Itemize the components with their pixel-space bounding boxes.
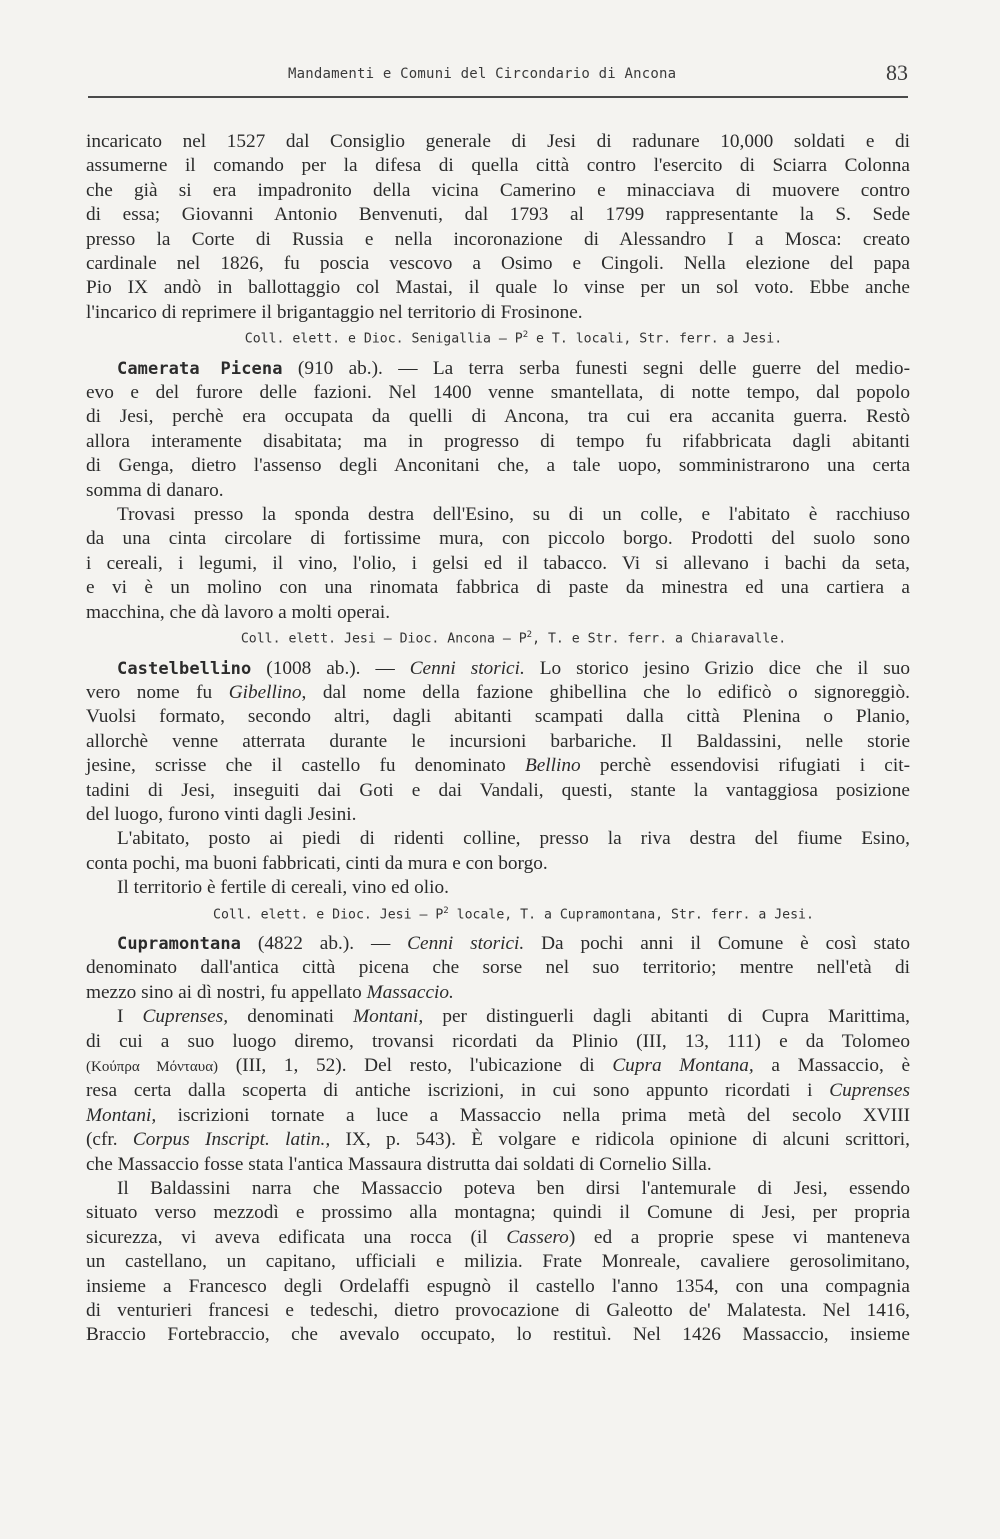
entry-body <box>86 681 910 827</box>
text-line: Il territorio è fertile di cereali, vino ed olio. <box>117 877 449 899</box>
text-line: di essa; Giovanni Antonio Benvenuti, dal 1793 al 1799 rappresentante la S. Sede <box>86 204 910 226</box>
page-body <box>86 130 911 1348</box>
text-line: resa certa dalla scoperta di antiche iscrizioni, in cui sono appunto ricordati i Cuprenses <box>86 1080 910 1102</box>
text-line: di cui a suo luogo diremo, trovansi ricordati da Plinio (III, 13, 111) e da Tolomeo <box>86 1030 910 1052</box>
page-number: 83 <box>886 60 908 85</box>
text-line: Vuolsi formato, secondo altri, dagli abitanti scampati dalla città Plenina o Planio, <box>86 706 910 728</box>
entry-body <box>86 956 910 1005</box>
entry-body <box>86 381 910 503</box>
text-line: che già si era impadronito della vicina Camerino e minacciava di muovere contro <box>86 179 910 201</box>
entry-body <box>86 1201 910 1347</box>
text-line: Trovasi presso la sponda destra dell'Esino, su di un colle, e l'abitato è racchiuso <box>117 504 910 526</box>
text-line: assumerne il comando per la difesa di quella città contro l'esercito di Sciarra Colonna <box>86 155 910 177</box>
text-line: I Cuprenses, denominati Montani, per distinguerli dagli abitanti di Cupra Marittima, <box>117 1006 910 1028</box>
text-line: da una cinta circolare di fortissime mura, con piccolo borgo. Prodotti del suolo sono <box>86 528 910 550</box>
text-line: Montani, iscrizioni tornate a luce a Massaccio nella prima metà del secolo XVIII <box>86 1104 910 1126</box>
text-line: situato verso mezzodì e prossimo alla montagna; quindi il Comune di Jesi, per propria <box>86 1202 910 1224</box>
text-line: L'abitato, posto ai piedi di ridenti colline, presso la riva destra del fiume Esino, <box>117 828 910 850</box>
entry-first-line: Camerata Picena (910 ab.). — La terra serba funesti segni delle guerre del medio- <box>117 357 910 379</box>
text-line: somma di danaro. <box>86 479 224 501</box>
admin-note: Coll. elett. Jesi — Dioc. Ancona — $P^2$, T. e Str. ferr. a Chiaravalle. <box>240 630 787 647</box>
entry-title: Castelbellino <box>117 658 252 679</box>
text-line: i cereali, i legumi, il vino, l'olio, i gelsi ed il tabacco. Vi si allevano i bachi da seta, <box>86 552 910 574</box>
text-line: (Κούπρα Μόνταυα) (III, 1, 52). Del resto, l'ubicazione di Cupra Montana, a Massaccio, è <box>86 1054 910 1076</box>
entry-body <box>86 1030 910 1177</box>
entry-body <box>86 527 910 625</box>
text-line: di Genga, dietro l'assenso degli Anconitani che, a tale uopo, somministrarono una certa <box>86 455 910 477</box>
running-head-title: Mandamenti e Comuni del Circondario di Ancona <box>288 66 677 82</box>
text-line: che Massaccio fosse stata l'antica Massaura distrutta dai soldati di Cornelio Silla. <box>86 1153 712 1175</box>
text-line: allora interamente disabitata; ma in progresso di tempo fu rifabbricata dagli abitanti <box>86 430 910 452</box>
text-line: (cfr. Corpus Inscript. latin., IX, p. 543). È volgare e ridicola opinione di alcuni scrittori, <box>86 1129 910 1151</box>
text-line: e vi è un molino con una rinomata fabbrica di paste da minestra ed una cartiera a <box>86 577 910 599</box>
entry-title: Cupramontana <box>117 933 242 954</box>
text-line: vero nome fu Gibellino, dal nome della fazione ghibellina che lo edificò o signoreggiò. <box>86 681 910 703</box>
text-line: jesine, scrisse che il castello fu denominato Bellino perchè essendovisi rifugiati i cit- <box>86 755 910 777</box>
text-line: l'incarico di reprimere il brigantaggio nel territorio di Frosinone. <box>86 301 583 323</box>
text-line: mezzo sino ai dì nostri, fu appellato Massaccio. <box>86 981 454 1003</box>
text-line: insieme a Francesco degli Ordelaffi espugnò il castello l'anno 1354, con una compagnia <box>86 1275 910 1297</box>
entry-title: Camerata Picena <box>117 358 283 379</box>
text-line: evo e del furore delle fazioni. Nel 1400 venne smantellata, di notte tempo, dal popolo <box>86 382 910 404</box>
text-line: Pio IX andò in ballottaggio col Mastai, il quale lo vinse per un sol voto. Ebbe anche <box>86 277 910 299</box>
entry-camerata-picena <box>86 357 910 647</box>
entry-body <box>86 852 910 876</box>
entry-cupramontana <box>86 932 911 1348</box>
text-line: Il Baldassini narra che Massaccio poteva ben dirsi l'antemurale di Jesi, essendo <box>117 1178 910 1200</box>
text-line: cardinale nel 1826, fu poscia vescovo a Osimo e Cingoli. Nella elezione del papa <box>86 253 910 275</box>
text-line: del luogo, furono vinti dagli Jesini. <box>86 803 357 825</box>
text-line: sicurezza, vi aveva edificata una rocca (il Cassero) ed a proprie spese vi manteneva <box>86 1226 911 1248</box>
text-line: di Jesi, perchè era occupata da quelli di Ancona, tra cui era accanita guerra. Restò <box>86 406 910 428</box>
greek-name: (Κούπρα Μόνταυα) <box>86 1058 219 1075</box>
entry-castelbellino <box>86 657 910 922</box>
text-line: incaricato nel 1527 dal Consiglio generale di Jesi di radunare 10,000 soldati e di <box>86 131 910 152</box>
text-line: un castellano, un capitano, ufficiali e milizia. Frate Monreale, cavaliere gerosolimitano, <box>86 1251 910 1273</box>
text-line: conta pochi, ma buoni fabbricati, cinti da mura e con borgo. <box>86 852 548 874</box>
text-line: allorchè venne atterrata durante le incursioni barbariche. Il Baldassini, nelle storie <box>86 730 910 752</box>
header-rule <box>88 96 908 98</box>
running-head <box>88 60 908 90</box>
admin-note: Coll. elett. e Dioc. Jesi — $P^2$ locale, T. a Cupramontana, Str. ferr. a Jesi. <box>213 905 814 922</box>
entry-first-line: Cupramontana (4822 ab.). — Cenni storici. Da pochi anni il Comune è così stato <box>117 932 910 954</box>
text-line: Braccio Fortebraccio, che avevalo occupato, lo restituì. Nel 1426 Massaccio, insieme <box>86 1324 910 1346</box>
text-line: denominato dall'antica città picena che sorse nel suo territorio; mentre nell'età di <box>86 957 910 979</box>
text-line: presso la Corte di Russia e nella incoronazione di Alessandro I a Mosca: creato <box>86 228 910 250</box>
text-line: macchina, che dà lavoro a molti operai. <box>86 601 391 623</box>
entry-first-line: Castelbellino (1008 ab.). — Cenni storici. Lo storico jesino Grizio dice che il suo <box>117 657 910 679</box>
admin-note: Coll. elett. e Dioc. Senigallia — $P^2$ e T. locali, Str. ferr. a Jesi. <box>244 330 783 347</box>
text-line: di venturieri francesi e tedeschi, dietro provocazione di Galeotto de' Malatesta. Nel 1416, <box>86 1300 910 1322</box>
intro-paragraph <box>86 130 910 325</box>
text-line: tadini di Jesi, inseguiti dai Goti e dai Vandali, questi, stante la vantaggiosa posizione <box>86 779 910 801</box>
